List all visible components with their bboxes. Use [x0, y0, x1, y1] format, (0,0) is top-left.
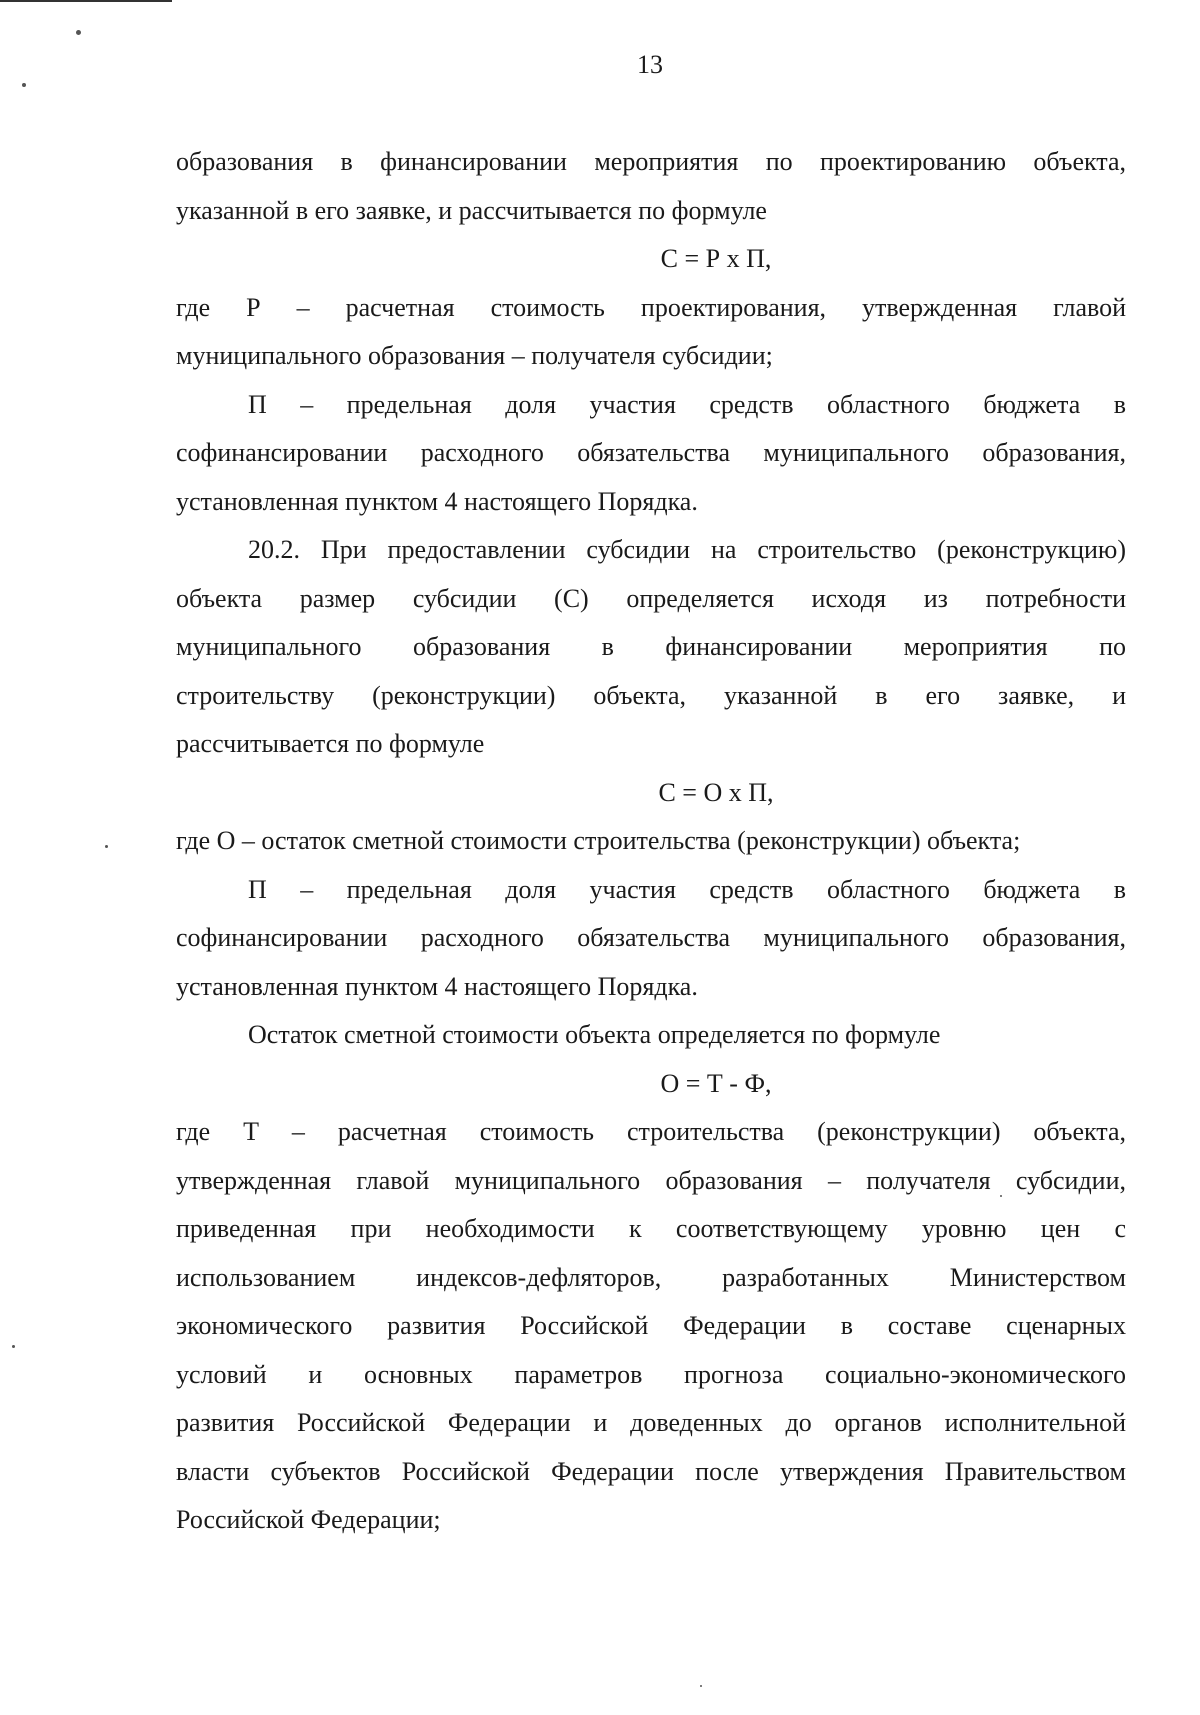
- text-line: П – предельная доля участия средств областного бюджета в: [248, 389, 1126, 419]
- text-line: где Т – расчетная стоимость строительства (реконструкции) объекта,: [176, 1117, 1126, 1146]
- scan-speck: [700, 1685, 702, 1687]
- text-line: утвержденная главой муниципального образования – получателя субсидии,: [176, 1165, 1126, 1195]
- text-line: установленная пунктом 4 настоящего Порядка.: [176, 971, 698, 1001]
- text-line: 20.2. При предоставлении субсидии на строительство (реконструкцию): [248, 535, 1126, 564]
- top-rule: [0, 0, 172, 2]
- formula-o-t: О = Т - Ф,: [660, 1068, 772, 1098]
- page-number: 13: [637, 50, 663, 79]
- text-line: указанной в его заявке, и рассчитывается по формуле: [176, 195, 767, 225]
- text-line: муниципального образования в финансировании мероприятия по: [176, 632, 1126, 661]
- scan-speck: [12, 1345, 15, 1348]
- text-line: софинансировании расходного обязательства муниципального образования,: [176, 438, 1126, 467]
- text-line: рассчитывается по формуле: [176, 729, 485, 758]
- formula-c-p: С = Р х П,: [660, 244, 772, 273]
- text-line: где Р – расчетная стоимость проектирования, утвержденная главой: [176, 292, 1126, 322]
- text-line: софинансировании расходного обязательства муниципального образования,: [176, 923, 1126, 952]
- text-line: власти субъектов Российской Федерации после утверждения Правительством: [176, 1456, 1126, 1486]
- formula-c-o: С = О х П,: [658, 777, 774, 807]
- text-line: Остаток сметной стоимости объекта определяется по формуле: [248, 1020, 941, 1049]
- text-line: объекта размер субсидии (С) определяется исходя из потребности: [176, 583, 1126, 613]
- text-line: муниципального образования – получателя субсидии;: [176, 341, 773, 370]
- body-text: [176, 138, 1126, 1545]
- text-line: П – предельная доля участия средств областного бюджета в: [248, 874, 1126, 904]
- text-line: образования в финансировании мероприятия по проектированию объекта,: [176, 147, 1126, 176]
- scan-speck: [76, 30, 81, 35]
- text-line: условий и основных параметров прогноза социально-экономического: [176, 1359, 1126, 1389]
- text-line: экономического развития Российской Федерации в составе сценарных: [176, 1311, 1126, 1340]
- scan-speck: [105, 845, 108, 848]
- text-line: строительству (реконструкции) объекта, указанной в его заявке, и: [176, 680, 1126, 710]
- text-line: приведенная при необходимости к соответствующему уровню цен с: [176, 1214, 1126, 1243]
- text-line: развития Российской Федерации и доведенных до органов исполнительной: [176, 1408, 1126, 1437]
- text-line: использованием индексов-дефляторов, разработанных Министерством: [176, 1262, 1126, 1292]
- scan-speck: [22, 83, 26, 87]
- text-line: где О – остаток сметной стоимости строительства (реконструкции) объекта;: [176, 826, 1021, 855]
- text-line: Российской Федерации;: [176, 1505, 441, 1534]
- text-line: установленная пунктом 4 настоящего Порядка.: [176, 486, 698, 516]
